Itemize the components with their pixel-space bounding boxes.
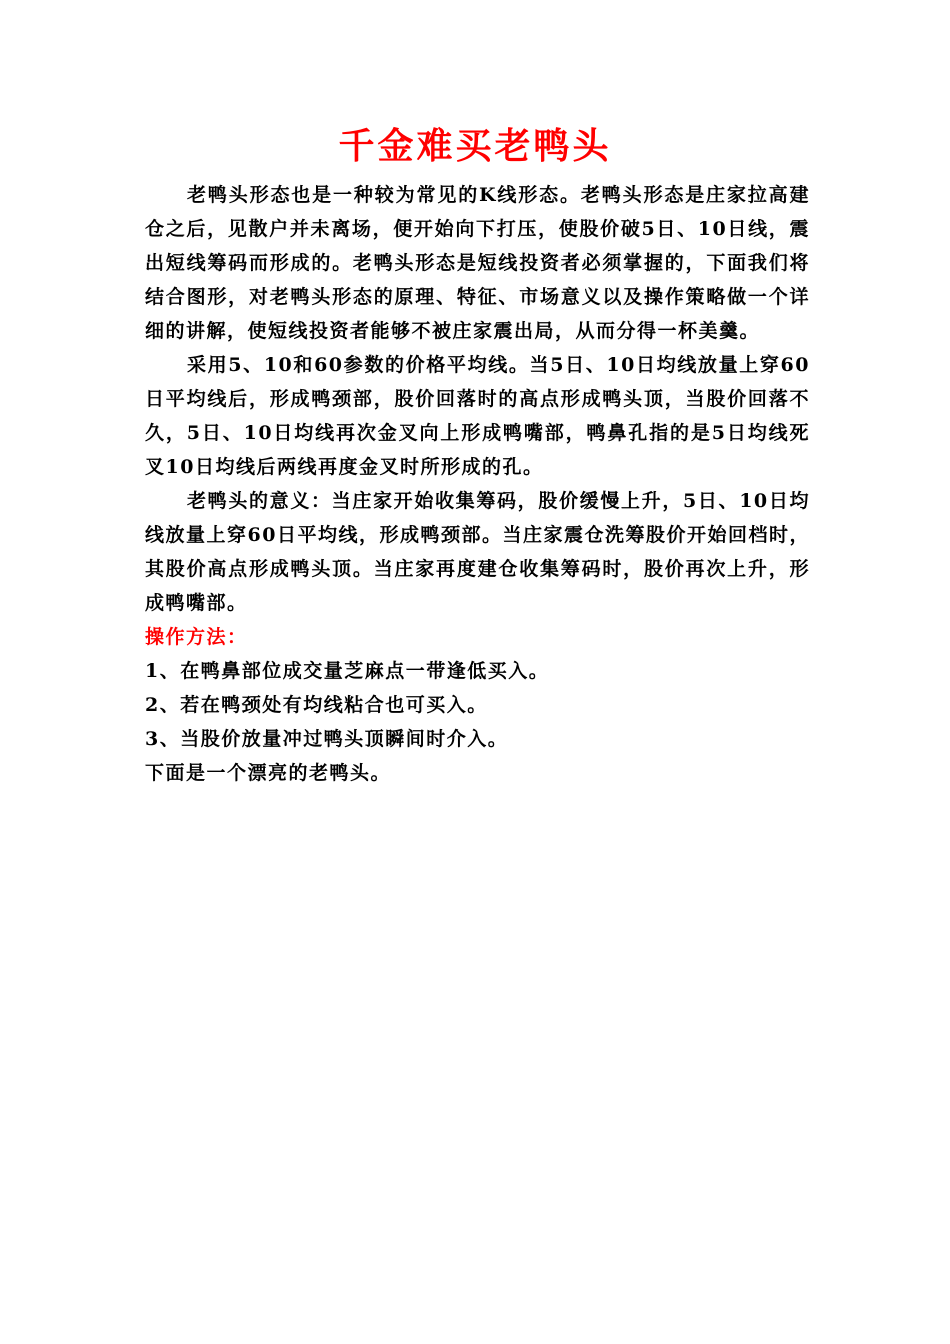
method-step: 2、若在鸭颈处有均线粘合也可买入。 xyxy=(145,694,488,716)
paragraph-intro: 老鸭头形态也是一种较为常见的K线形态。老鸭头形态是庄家拉高建仓之后，见散户并未离场，便开始向下打压，使股价破5日、10日线，震出短线筹码而形成的。老鸭头形态是短线投资者必须掌握的，下面我们将结合图形，对老鸭头形态的原理、特征、市场意义以及操作策略做一个详细的讲解，使短线投资者能够不被庄家震出局，从而分得一杯美羹。 xyxy=(145,184,810,342)
method-step: 3、当股价放量冲过鸭头顶瞬间时介入。 xyxy=(145,728,509,750)
paragraph-meaning: 老鸭头的意义：当庄家开始收集筹码，股价缓慢上升，5日、10日均线放量上穿60日平均线，形成鸭颈部。当庄家震仓洗筹股价开始回档时，其股价高点形成鸭头顶。当庄家再度建仓收集筹码时，股价再次上升，形成鸭嘴部。 xyxy=(145,490,810,614)
closing-line: 下面是一个漂亮的老鸭头。 xyxy=(145,762,392,784)
document-body xyxy=(145,178,810,790)
document-title: 千金难买老鸭头 xyxy=(338,125,612,167)
method-heading: 操作方法： xyxy=(145,626,248,648)
paragraph-moving-averages: 采用5、10和60参数的价格平均线。当5日、10日均线放量上穿60日平均线后，形成鸭颈部，股价回落时的高点形成鸭头顶，当股价回落不久，5日、10日均线再次金叉向上形成鸭嘴部，鸭鼻孔指的是5日均线死叉10日均线后两线再度金叉时所形成的孔。 xyxy=(145,354,810,478)
method-step: 1、在鸭鼻部位成交量芝麻点一带逢低买入。 xyxy=(145,660,550,682)
